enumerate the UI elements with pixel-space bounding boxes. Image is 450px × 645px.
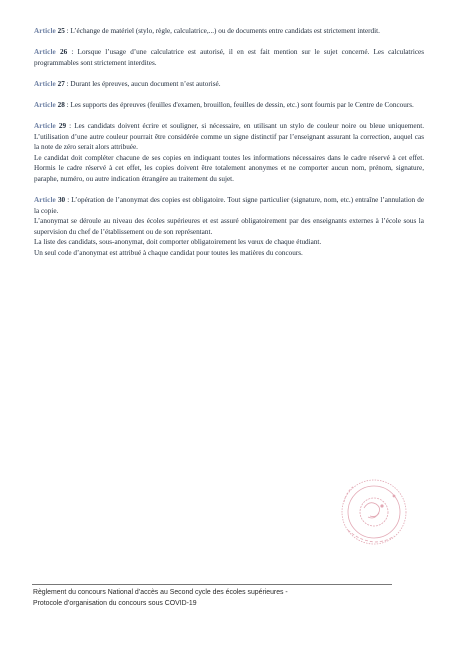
- article-29: [34, 121, 424, 185]
- article-number: 29: [58, 121, 67, 130]
- footer-divider: [32, 584, 392, 585]
- article-paragraph: [34, 79, 424, 90]
- article-paragraph: [34, 248, 424, 259]
- footer-line-1: Règlement du concours National d’accès au Second cycle des écoles supérieures -: [33, 589, 288, 596]
- article-paragraph: [34, 153, 424, 185]
- article-label: Article: [34, 27, 56, 35]
- article-number: 27: [57, 79, 65, 88]
- article-text: Un seul code d’anonymat est attribué à chaque candidat pour toutes les matières du concours.: [34, 249, 303, 257]
- article-27: [34, 79, 424, 90]
- article-text: : Durant les épreuves, aucun document n’est autorisé.: [64, 79, 221, 88]
- article-label: Article: [34, 100, 56, 109]
- article-text: : Les candidats doivent écrire et souligner, si nécessaire, en utilisant un stylo de couleur noire ou bleue uniquement. L’utilisation d’une autre couleur pourrait être considérée comme un signe distinctif par l’enseignant assurant la correction, auquel cas la note de zéro serait alors attribuée.: [34, 121, 424, 152]
- footer-line-2: Protocole d’organisation du concours sous COVID-19: [33, 599, 197, 607]
- article-26: [34, 47, 424, 68]
- article-label: Article: [34, 79, 56, 88]
- article-paragraph: [34, 121, 424, 153]
- article-label: Article: [34, 196, 56, 205]
- article-25: [34, 26, 424, 37]
- articles-section: [34, 26, 424, 269]
- article-text: : L’opération de l’anonymat des copies est obligatoire. Tout signe particulier (signature, nom, etc.) entraîne l’annulation de la copie.: [34, 196, 425, 215]
- article-text: La liste des candidats, sous-anonymat, doit comporter obligatoirement les vœux de chaque étudiant.: [34, 238, 322, 247]
- article-paragraph: [34, 47, 424, 68]
- article-number: 25: [57, 27, 65, 35]
- article-label: Article: [34, 121, 56, 130]
- article-30: [34, 195, 424, 259]
- official-stamp-seal: [334, 472, 414, 552]
- article-number: 28: [57, 100, 65, 109]
- article-paragraph: [34, 100, 424, 111]
- article-paragraph: [34, 216, 424, 237]
- page-footer: [33, 588, 423, 609]
- article-text: : Les supports des épreuves (feuilles d'examen, brouillon, feuilles de dessin, etc.) sont fournis par le Centre de Concours.: [64, 100, 414, 109]
- article-text: : Lorsque l’usage d’une calculatrice est autorisé, il en est fait mention sur le sujet concerné. Les calculatrices programmables sont strictement interdites.: [34, 48, 424, 67]
- article-text: : L’échange de matériel (stylo, règle, calculatrice,...) ou de documents entre candidats est strictement interdit.: [64, 27, 380, 35]
- article-28: [34, 100, 424, 111]
- article-label: Article: [34, 48, 56, 57]
- article-number: 26: [60, 48, 68, 57]
- article-paragraph: [34, 195, 424, 216]
- article-paragraph: [34, 237, 424, 248]
- article-number: 30: [57, 196, 66, 205]
- article-text: Le candidat doit compléter chacune de ses copies en indiquant toutes les informations nécessaires dans le cadre réservé à cet effet. Hormis le cadre réservé à cet effet, les copies doivent être totalement anonymes et ne comporter aucun nom, prénom, signature, paraphe, numéro, ou autre indication étrangère au traitement du sujet.: [34, 153, 424, 183]
- article-paragraph: [34, 26, 424, 37]
- article-text: L’anonymat se déroule au niveau des écoles supérieures et est assuré obligatoirement par des enseignants externes à l’école sous la supervision du chef de l’établissement ou de son représentant.: [34, 217, 424, 236]
